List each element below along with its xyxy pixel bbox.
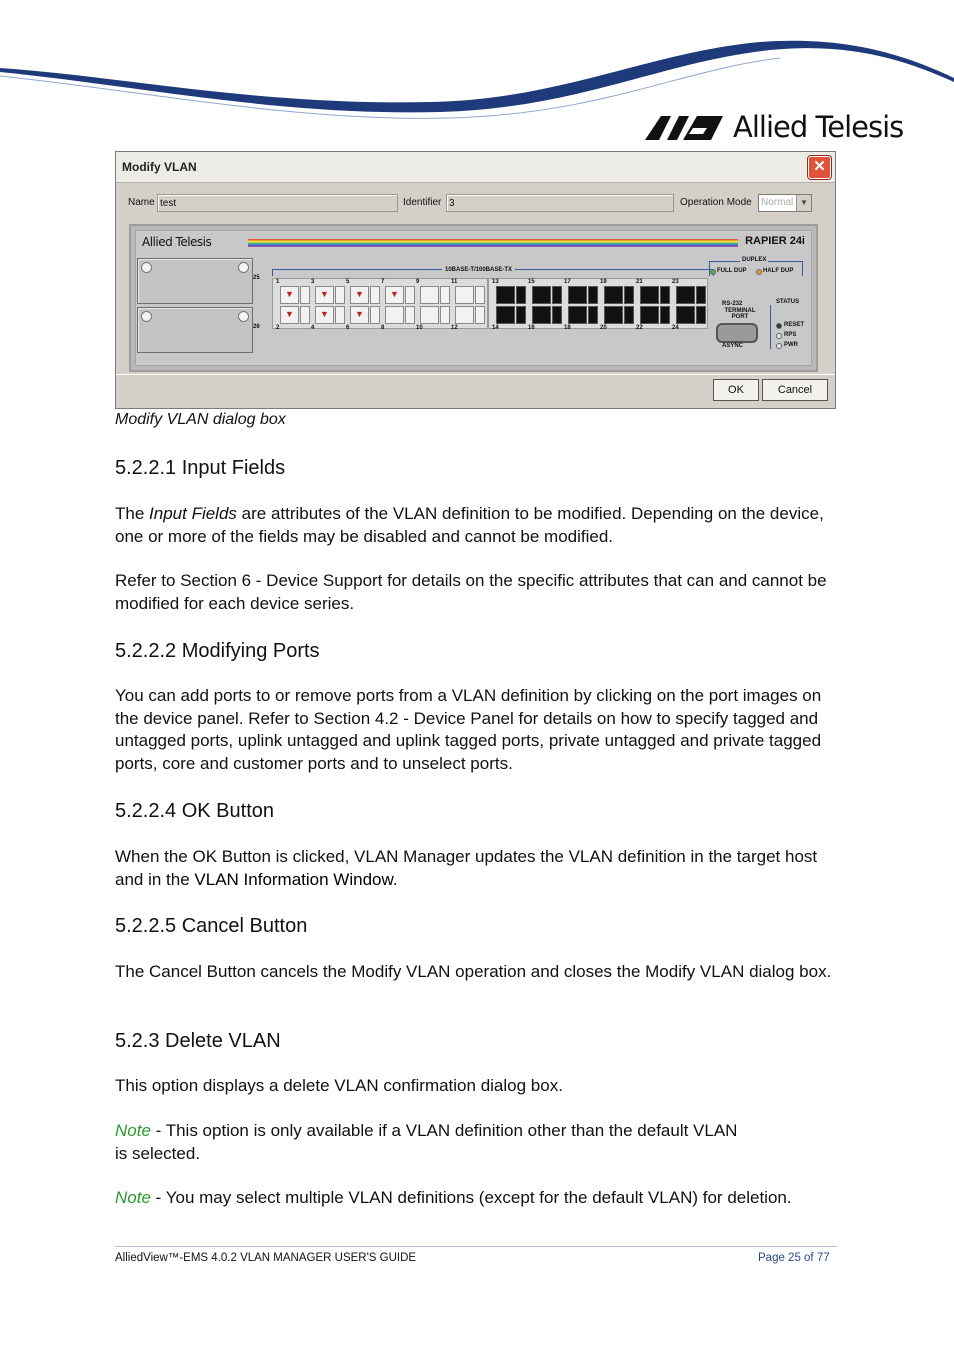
operation-mode-value: Normal: [761, 197, 794, 208]
port-number-label: 20: [600, 325, 607, 331]
port-led-block: [696, 306, 706, 324]
name-label: Name: [128, 197, 155, 208]
port-led-block: [516, 286, 526, 304]
port-led-block: [624, 286, 634, 304]
paragraph-modifying-ports: You can add ports to or remove ports from a VLAN definition by clicking on the port images on the device panel. Refer to Section 4.2 - Device Panel for details on how to specify tagged and untagged ports, uplink untagged and uplink tagged ports, private untagged and private tagged ports, core and customer ports and to unselect ports.: [115, 686, 822, 773]
port-number-label: 12: [451, 325, 458, 331]
port-1[interactable]: [280, 286, 299, 304]
port-led-block: [660, 286, 670, 304]
port-number-label: 22: [636, 325, 643, 331]
panel-model: RAPIER 24i: [745, 235, 805, 247]
rps-label: RPS: [784, 332, 797, 338]
vlan-information-window-link[interactable]: VLAN Information Window: [194, 869, 393, 889]
port-led-block: [405, 286, 415, 304]
footer-page-number: Page 25 of 77: [758, 1252, 830, 1264]
dialog-title: Modify VLAN: [122, 160, 197, 174]
port-led-block: [516, 306, 526, 324]
port-8[interactable]: [385, 306, 404, 324]
port-led-block: [440, 286, 450, 304]
text-run: The: [115, 504, 150, 523]
text-run: is selected.: [115, 1143, 201, 1163]
footer-title: AlliedView™-EMS 4.0.2 VLAN MANAGER USER'S GUIDE: [115, 1252, 417, 1264]
screw-icon: [238, 262, 249, 273]
port-7[interactable]: [385, 286, 404, 304]
port-led-block: [335, 286, 345, 304]
port-number-label: 6: [346, 325, 350, 331]
half-dup-led: [756, 269, 762, 275]
port-led-block: [588, 286, 598, 304]
brand-logo-text: Allied Telesis: [733, 110, 904, 144]
pwr-label: PWR: [784, 342, 798, 348]
chevron-down-icon[interactable]: ▼: [796, 195, 811, 211]
port-number-label: 13: [492, 279, 499, 285]
port-23[interactable]: [676, 286, 695, 304]
slot-26-label: 26: [253, 324, 260, 330]
paragraph-input-fields-2: Refer to Section 6 - Device Support for details on the specific attributes that can and cannot be modified for each device series.: [115, 571, 827, 613]
footer-rule: [115, 1246, 837, 1247]
half-dup-label: HALF DUP: [763, 268, 794, 274]
async-label: ASYNC: [722, 343, 744, 349]
paragraph-cancel-button: The Cancel Button cancels the Modify VLAN operation and closes the Modify VLAN dialog box.: [115, 962, 832, 981]
close-icon[interactable]: ✕: [808, 156, 831, 179]
text-run: When the OK Button is clicked, VLAN Manager updates the VLAN definition in the target host and in the: [115, 847, 818, 889]
emphasis-input-fields: Input Fields: [149, 504, 237, 523]
note-2: [115, 1187, 875, 1210]
rps-led: [776, 333, 782, 339]
paragraph-input-fields-1: [115, 503, 845, 548]
full-dup-led: [710, 269, 716, 275]
panel-logo: Allied Telesis: [142, 235, 212, 249]
identifier-label: Identifier: [403, 197, 442, 208]
port-20[interactable]: [604, 306, 623, 324]
port-13[interactable]: [496, 286, 515, 304]
panel-rainbow-stripe: [248, 239, 738, 247]
heading-ok-button: 5.2.2.4 OK Button: [115, 800, 274, 822]
status-bracket: [770, 305, 774, 349]
port-16[interactable]: [532, 306, 551, 324]
port-led-block: [552, 306, 562, 324]
port-number-label: 23: [672, 279, 679, 285]
rs232-label: RS-232: [722, 301, 743, 307]
port-number-label: 16: [528, 325, 535, 331]
note-label: Note: [115, 1188, 151, 1207]
screw-icon: [238, 311, 249, 322]
port-led-block: [696, 286, 706, 304]
operation-mode-select[interactable]: [758, 194, 812, 212]
port-led-block: [335, 306, 345, 324]
tagged-flag-icon: ▼: [285, 309, 294, 319]
port-led-block: [405, 306, 415, 324]
port-led-block: [624, 306, 634, 324]
port-number-label: 9: [416, 279, 420, 285]
heading-cancel-button: 5.2.2.5 Cancel Button: [115, 915, 308, 937]
reset-label: RESET: [784, 322, 805, 328]
port-19[interactable]: [604, 286, 623, 304]
paragraph-ok-button: [115, 846, 845, 891]
port-11[interactable]: [455, 286, 474, 304]
figure-caption: Modify VLAN dialog box: [115, 411, 286, 428]
brand-logo: [645, 110, 903, 144]
slot-25-label: 25: [253, 275, 260, 281]
port-number-label: 3: [311, 279, 315, 285]
note-1: [115, 1120, 845, 1165]
port-2[interactable]: [280, 306, 299, 324]
port-number-label: 17: [564, 279, 571, 285]
device-panel-face: [135, 230, 812, 366]
text-run: are attributes of the VLAN definition to be modified. Depending on the device, one or more of the fields may be disabled and cannot be modified.: [115, 504, 824, 546]
dialog-titlebar: [116, 152, 835, 183]
port-led-block: [300, 286, 310, 304]
cancel-button[interactable]: Cancel: [762, 379, 828, 401]
pwr-led: [776, 343, 782, 349]
port-number-label: 1: [276, 279, 280, 285]
status-label: STATUS: [776, 299, 800, 305]
expansion-slot-25[interactable]: [137, 258, 253, 304]
port-22[interactable]: [640, 306, 659, 324]
text-run: .: [392, 869, 398, 889]
ok-button[interactable]: OK: [713, 379, 759, 401]
expansion-slot-26[interactable]: [137, 307, 253, 353]
port-18[interactable]: [568, 306, 587, 324]
text-run: - This option is only available if a VLAN definition other than the default VLAN: [150, 1121, 738, 1140]
name-input[interactable]: test: [157, 194, 398, 212]
device-panel: [129, 224, 818, 372]
port-number-label: 24: [672, 325, 679, 331]
port-14[interactable]: [496, 306, 515, 324]
tagged-flag-icon: ▼: [355, 309, 364, 319]
tagged-flag-icon: ▼: [285, 289, 294, 299]
serial-port-icon[interactable]: [716, 323, 758, 343]
heading-delete-vlan: 5.2.3 Delete VLAN: [115, 1030, 281, 1052]
dialog-separator: [116, 374, 835, 375]
port-number-label: 21: [636, 279, 643, 285]
port-led-block: [370, 306, 380, 324]
port-number-label: 10: [416, 325, 423, 331]
heading-input-fields: 5.2.2.1 Input Fields: [115, 457, 286, 479]
port-number-label: 19: [600, 279, 607, 285]
screw-icon: [141, 262, 152, 273]
port-9[interactable]: [420, 286, 439, 304]
port-type-label: 10BASE-T/100BASE-TX: [442, 267, 515, 273]
text-run: - You may select multiple VLAN definitions (except for the default VLAN) for deletion.: [150, 1188, 792, 1207]
duplex-label: DUPLEX: [742, 257, 767, 263]
tagged-flag-icon: ▼: [320, 309, 329, 319]
port-number-label: 18: [564, 325, 571, 331]
port-21[interactable]: [640, 286, 659, 304]
port-number-label: 7: [381, 279, 385, 285]
port-led-block: [552, 286, 562, 304]
port-6[interactable]: [350, 306, 369, 324]
screw-icon: [141, 311, 152, 322]
port-number-label: 2: [276, 325, 280, 331]
port-17[interactable]: [568, 286, 587, 304]
port-led-block: [588, 306, 598, 324]
full-dup-label: FULL DUP: [717, 268, 747, 274]
port-number-label: 14: [492, 325, 499, 331]
port-led-block: [475, 286, 485, 304]
note-label: Note: [115, 1121, 151, 1140]
port-15[interactable]: [532, 286, 551, 304]
port-4[interactable]: [315, 306, 334, 324]
port-led-block: [660, 306, 670, 324]
port-12[interactable]: [455, 306, 474, 324]
port-5[interactable]: [350, 286, 369, 304]
terminal-port-label: TERMINAL PORT: [724, 308, 756, 320]
port-10[interactable]: [420, 306, 439, 324]
tagged-flag-icon: ▼: [355, 289, 364, 299]
header-swoosh: [0, 0, 954, 120]
port-number-label: 4: [311, 325, 315, 331]
port-number-label: 11: [451, 279, 458, 285]
port-led-block: [440, 306, 450, 324]
port-24[interactable]: [676, 306, 695, 324]
paragraph-delete-vlan: This option displays a delete VLAN confirmation dialog box.: [115, 1076, 563, 1095]
reset-button-icon[interactable]: [776, 323, 782, 329]
heading-modifying-ports: 5.2.2.2 Modifying Ports: [115, 640, 320, 662]
port-number-label: 8: [381, 325, 385, 331]
port-led-block: [475, 306, 485, 324]
allied-telesis-mark-icon: [645, 112, 725, 142]
tagged-flag-icon: ▼: [320, 289, 329, 299]
identifier-input[interactable]: 3: [446, 194, 674, 212]
port-led-block: [300, 306, 310, 324]
port-number-label: 5: [346, 279, 350, 285]
tagged-flag-icon: ▼: [390, 289, 399, 299]
operation-mode-label: Operation Mode: [680, 197, 752, 208]
port-number-label: 15: [528, 279, 535, 285]
modify-vlan-dialog: [115, 151, 836, 409]
port-3[interactable]: [315, 286, 334, 304]
port-led-block: [370, 286, 380, 304]
